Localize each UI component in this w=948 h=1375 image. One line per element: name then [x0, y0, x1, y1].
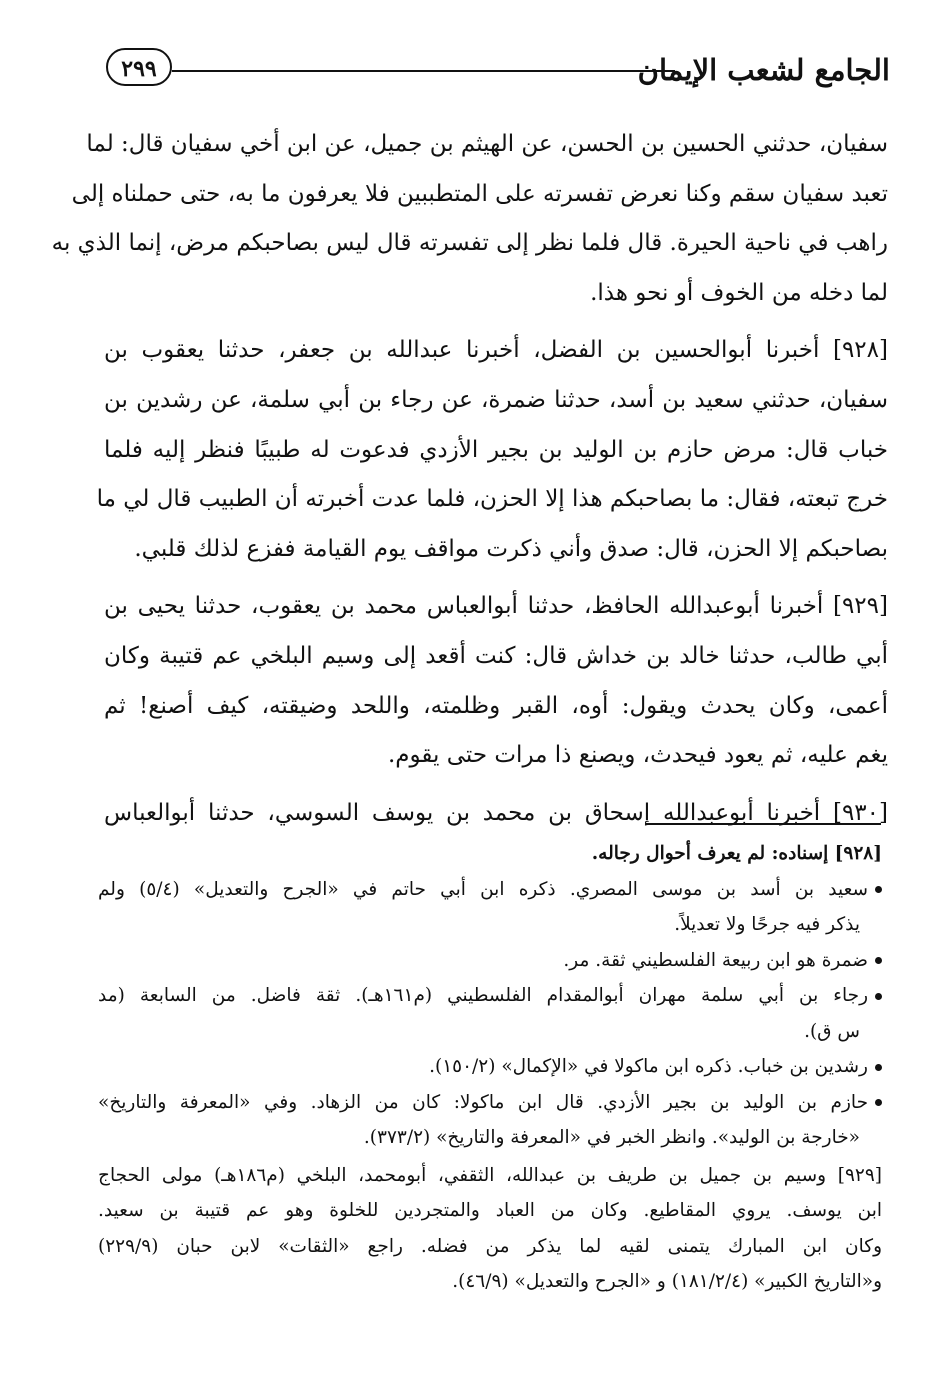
- footnote-heading: [٩٢٨] إسناده: لم يعرف أحوال رجاله.: [591, 843, 882, 864]
- bullet-icon: [868, 943, 882, 979]
- text-line: بصاحبكم إلا الحزن، قال: صدق وأني ذكرت مواقف يوم القيامة ففزع لذلك قلبي.: [134, 535, 888, 562]
- paragraph-929: [104, 582, 888, 780]
- footnote-text: رشدين بن خباب. ذكره ابن ماكولا في «الإكمال» (١٥٠/٢).: [429, 1056, 868, 1077]
- footnote-text-line: يذكر فيه جرحًا ولا تعديلاً.: [674, 914, 860, 935]
- text-line: سفيان، حدثني الحسين بن الحسن، عن الهيثم بن جميل، عن ابن أخي سفيان قال: لما: [86, 131, 888, 157]
- footnote-text-line: وكان ابن المبارك يتمنى لقيه لما يذكر من فضله. راجع «الثقات» لابن حبان (٢٢٩/٩): [98, 1235, 882, 1257]
- footnote-bullet-line: [98, 978, 882, 1014]
- text-line: راهب في ناحية الحيرة. قال فلما نظر إلى تفسرته قال ليس بصاحبكم مرض، إنما الذي به: [51, 230, 888, 257]
- text-line: أبي طالب، حدثنا خالد بن خداش قال: كنت أقعد إلى وسيم البلخي عم قتيبة وكان: [104, 642, 888, 669]
- footnote-text-line: س ق).: [804, 1020, 860, 1042]
- text-line: سفيان، حدثني سعيد بن أسد، حدثنا ضمرة، عن رجاء بن أبي سلمة، عن رشدين بن: [104, 386, 888, 413]
- page-header: [100, 40, 890, 100]
- page-number: ٢٩٩: [106, 48, 172, 86]
- footnote-929: [98, 1158, 882, 1300]
- paragraph-continuation: [51, 120, 888, 318]
- footnote-text-line: و«التاريخ الكبير» (١٨١/٢/٤) و «الجرح والتعديل» (٤٦/٩).: [452, 1271, 882, 1292]
- header-rule: [172, 70, 675, 72]
- book-title: الجامع لشعب الإيمان: [637, 53, 890, 87]
- footnote-bullet-line: [98, 872, 882, 908]
- footnotes: [98, 836, 882, 1302]
- text-line: خرج تبعته، فقال: ما بصاحبكم هذا إلا الحزن، فلما عدت أخبرته أن الطبيب قال لي ما: [96, 486, 888, 513]
- footnote-text: حازم بن الوليد بن بجير الأزدي. قال ابن ماكولا: كان من الزهاد. وفي «المعرفة والتاريخ»: [98, 1091, 868, 1113]
- main-text: [51, 120, 888, 846]
- footnote-bullet-line: [98, 943, 882, 979]
- footnote-text-line: [٩٢٩] وسيم بن جميل بن طريف بن عبدالله، الثقفي، أبومحمد، البلخي (م١٨٦هـ) مولى الحجاج: [98, 1164, 882, 1186]
- footnote-bullet-line: [98, 1049, 882, 1085]
- footnote-text: سعيد بن أسد بن موسى المصري. ذكره ابن أبي حاتم في «الجرح والتعديل» (٥/٤) ولم: [98, 878, 868, 900]
- bullet-icon: [868, 978, 882, 1014]
- text-line: [٩٢٩] أخبرنا أبوعبدالله الحافظ، حدثنا أبوالعباس محمد بن يعقوب، حدثنا يحيى بن: [104, 593, 888, 620]
- footnote-text-line: ابن يوسف. يروي المقاطيع. وكان من العباد والمتجردين للخلوة وهو عم قتيبة بن سعيد.: [98, 1200, 882, 1221]
- paragraph-930: [104, 789, 888, 839]
- text-line: [٩٢٨] أخبرنا أبوالحسين بن الفضل، أخبرنا عبدالله بن جعفر، حدثنا يعقوب بن: [104, 337, 888, 364]
- text-line: أعمى، وكان يحدث ويقول: أوه، القبر وظلمته، واللحد وضيقته، كيف أصنع! ثم: [104, 692, 888, 719]
- bullet-icon: [868, 1049, 882, 1085]
- footnote-928: [98, 836, 882, 1156]
- text-line: يغم عليه، ثم يعود فيحدث، ويصنع ذا مرات حتى يقوم.: [387, 742, 888, 769]
- footnote-text-line: «خارجة بن الوليد». وانظر الخبر في «المعرفة والتاريخ» (٣٧٣/٢).: [363, 1127, 860, 1148]
- bullet-icon: [868, 1085, 882, 1121]
- text-line: [٩٣٠] أخبرنا أبوعبدالله إسحاق بن محمد بن يوسف السوسي، حدثنا أبوالعباس: [104, 799, 888, 826]
- footnote-text: ضمرة هو ابن ربيعة الفلسطيني ثقة. مر.: [563, 949, 868, 971]
- paragraph-928: [96, 326, 888, 574]
- text-line: لما دخله من الخوف أو نحو هذا.: [590, 279, 888, 306]
- footnote-text: رجاء بن أبي سلمة مهران أبوالمقدام الفلسطيني (م١٦١هـ). ثقة فاضل. من السابعة (مد: [98, 985, 868, 1006]
- bullet-icon: [868, 872, 882, 908]
- text-line: خباب قال: مرض حازم بن الوليد بن بجير الأزدي فدعوت له طبيبًا فنظر إليه فلما: [104, 436, 888, 463]
- footnote-bullet-line: [98, 1085, 882, 1121]
- text-line: تعبد سفيان سقم وكنا نعرض تفسرته على المتطببين فلا يعرفون ما به، حتى حملناه إلى: [71, 180, 888, 207]
- footnote-separator: [645, 823, 881, 825]
